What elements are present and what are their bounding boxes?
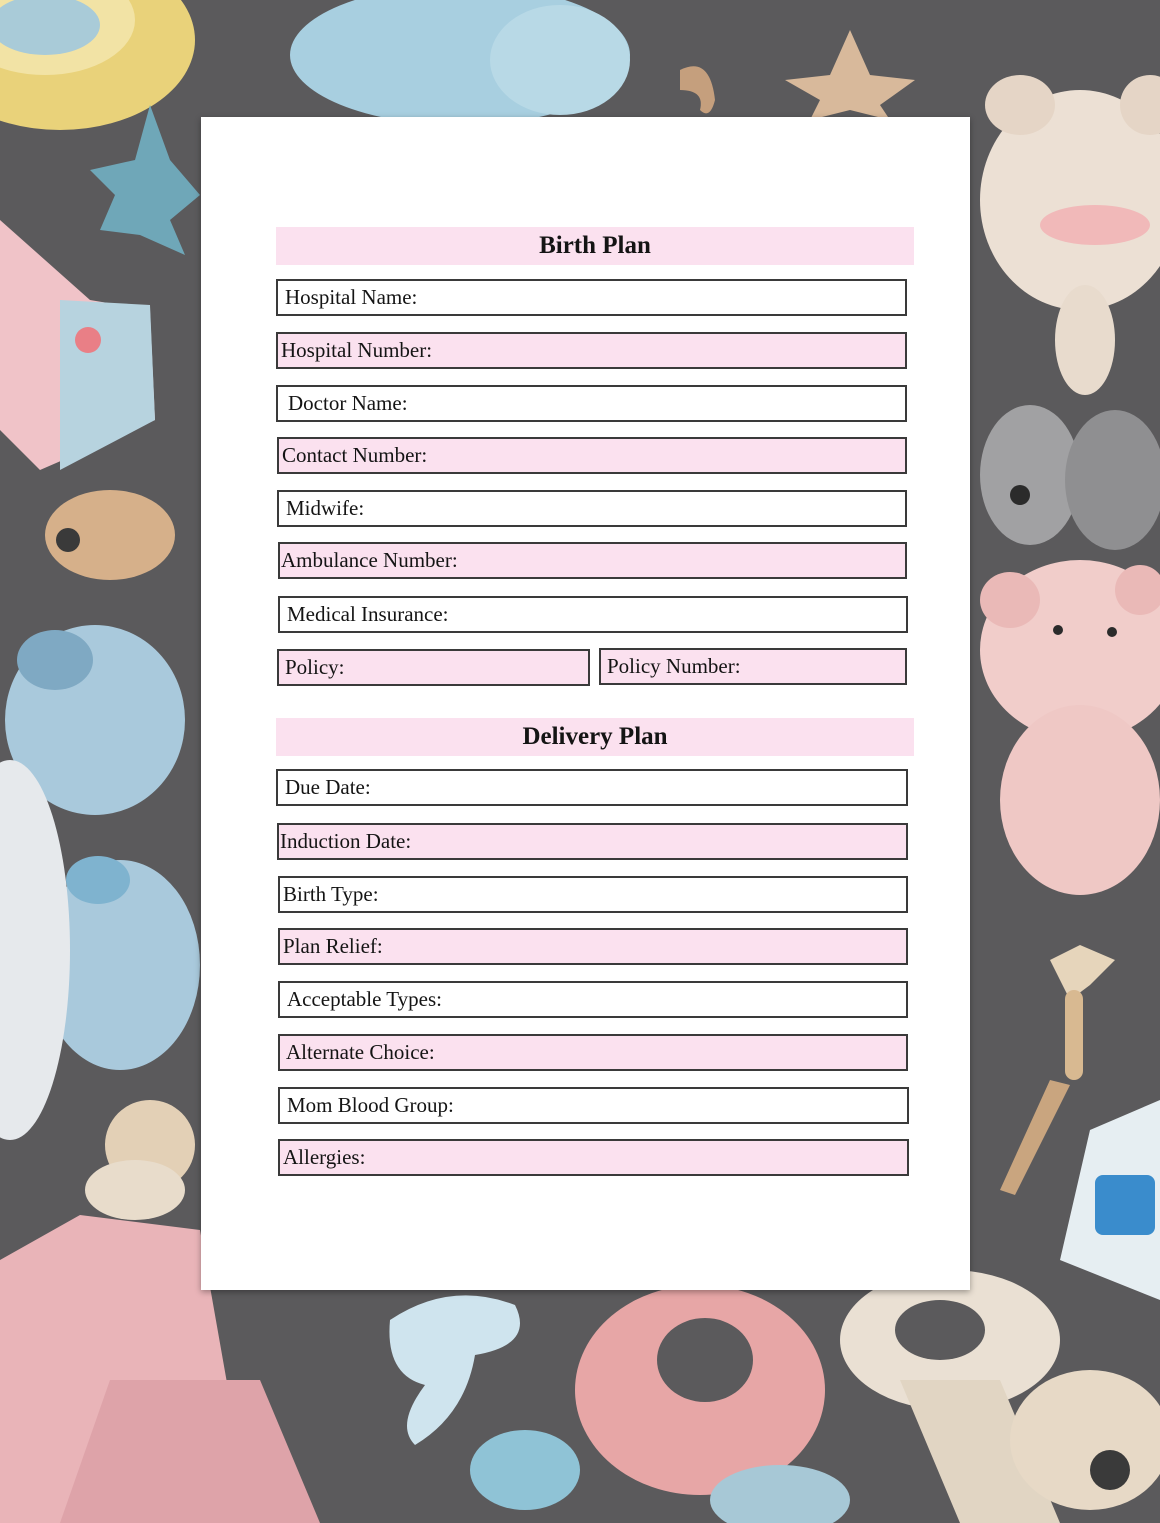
plan-relief-field[interactable]: Plan Relief: — [278, 928, 908, 965]
mom-blood-group-field[interactable]: Mom Blood Group: — [278, 1087, 909, 1124]
birth-type-field[interactable]: Birth Type: — [278, 876, 908, 913]
contact-number-field[interactable]: Contact Number: — [277, 437, 907, 474]
doctor-name-field[interactable]: Doctor Name: — [276, 385, 907, 422]
delivery-plan-title: Delivery Plan — [276, 718, 914, 756]
midwife-field[interactable]: Midwife: — [277, 490, 907, 527]
birth-plan-sheet — [201, 117, 970, 1290]
policy-number-field[interactable]: Policy Number: — [599, 648, 907, 685]
birth-plan-title: Birth Plan — [276, 227, 914, 265]
acceptable-types-field[interactable]: Acceptable Types: — [278, 981, 908, 1018]
ambulance-number-field[interactable]: Ambulance Number: — [278, 542, 907, 579]
policy-field[interactable]: Policy: — [277, 649, 590, 686]
medical-insurance-field[interactable]: Medical Insurance: — [278, 596, 908, 633]
induction-date-field[interactable]: Induction Date: — [277, 823, 908, 860]
alternate-choice-field[interactable]: Alternate Choice: — [278, 1034, 908, 1071]
due-date-field[interactable]: Due Date: — [276, 769, 908, 806]
allergies-field[interactable]: Allergies: — [278, 1139, 909, 1176]
hospital-name-field[interactable]: Hospital Name: — [276, 279, 907, 316]
hospital-number-field[interactable]: Hospital Number: — [276, 332, 907, 369]
